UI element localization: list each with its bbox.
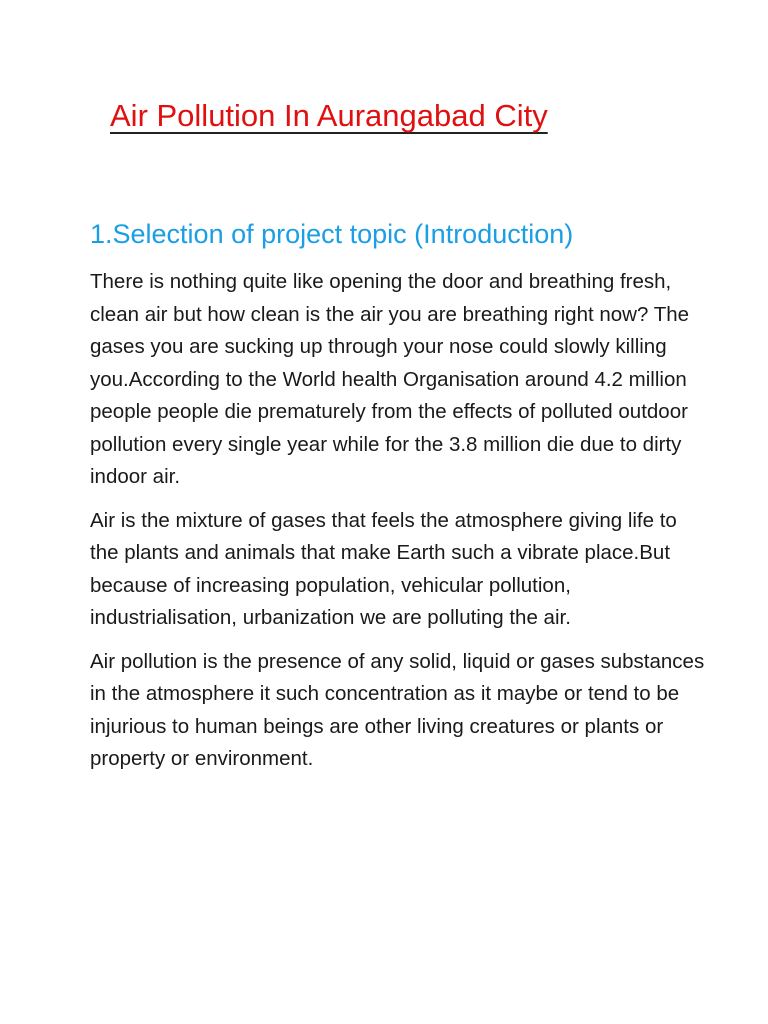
paragraph-2: Air is the mixture of gases that feels the atmosphere giving life to the plants and animals that make Earth such a vibrate place.But because of increasing population, vehicular pollution, industrialisation, urbanization we are polluting the air. <box>90 508 677 629</box>
paragraph-1: There is nothing quite like opening the door and breathing fresh, clean air but how clean is the air you are breathing right now? The gases you are sucking up through your nose could slowly killing you.According to the World health Organisation around 4.2 million people people die prematurely from the effects of polluted outdoor pollution every single year while for the 3.8 million die due to dirty indoor air. <box>90 270 690 488</box>
body-text <box>90 266 710 787</box>
section-heading: 1.Selection of project topic (Introduction) <box>90 219 574 249</box>
document-title: Air Pollution In Aurangabad City <box>110 98 548 133</box>
paragraph-3: Air pollution is the presence of any solid, liquid or gases substances in the atmosphere it such concentration as it maybe or tend to be injurious to human beings are other living creatures or plants or property or environment. <box>90 649 705 770</box>
